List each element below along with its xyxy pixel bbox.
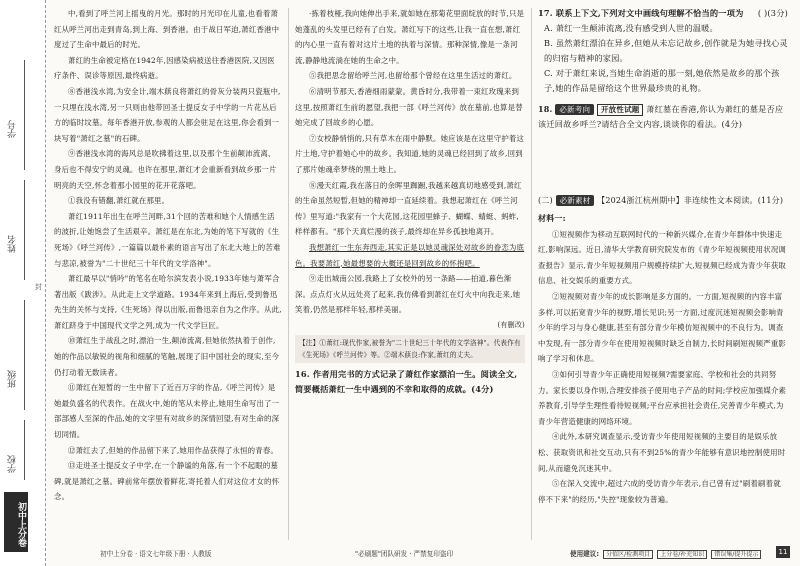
new-material-tag: 必新素材	[556, 195, 595, 206]
footnote-box: 【注】①萧红:现代作家,被誉为"二十世纪三十年代的文学洛神"。代表作有《生死场》《呼兰河传》等。②端木蕻良:作家,萧红的丈夫。	[295, 335, 525, 363]
footer-right	[570, 548, 761, 558]
paragraph: ④此外,本研究调查显示,受访青少年使用短视频的主要目的是娱乐放松、获取资讯和社交互动,只有不到25%的青少年能够有意识地控制使用时间,从而避免沉迷其中。	[538, 432, 786, 473]
student-id-label: 学号	[8, 120, 18, 138]
paragraph: ②短视频对青少年的成长影响是多方面的。一方面,短视频的内容丰富多样,可以拓宽青少年的视野,增长见识;另一方面,过度沉迷短视频会影响青少年的学习与身心健康,甚至有部分青少年模仿短视频中的不良行为。调查中发现,有一部分青少年在使用短视频时缺乏自制力,长时间刷短视频严重影响了学习和休息。	[538, 291, 787, 364]
tip-3: 错误集/提升提示	[711, 550, 761, 559]
open-question-tag: 开放性试题	[597, 104, 644, 116]
material-label: 材料一:	[538, 213, 566, 223]
paragraph: ⑤我把思念留给呼兰河,也留给那个曾经在这里生活过的萧红。	[309, 71, 517, 81]
class-line	[24, 300, 25, 410]
paragraph: ⑧香港浅水湾,为安全计,端木蕻良将萧红的骨灰分装两只瓷瓶中,一只埋在浅水湾,另一只则由他带回圣士提反女子中学的一片花丛后方的临时坟墓。每年香港开放,参观的人都会驻足在这里,你会看到一块写着"萧红之墓"的石碑。	[54, 86, 281, 143]
new-trend-tag: 必新考向	[555, 104, 594, 115]
underlined-sentence: 我想萧红一生东奔西走,其实正是以她灵魂深处对故乡的眷恋为底色。我要萧红,她最想要的大概还是回到故乡的怀抱吧。	[295, 242, 525, 268]
paragraph: 中,看到了呼兰河上摇曳的月光。那时的月光印在儿童,也看着萧红从呼兰河出走到青岛,到上海、到香港。由于战日军迫,萧红香港中度过了生命中最后的时光。	[54, 9, 280, 50]
school-line	[24, 420, 25, 480]
paragraph: ⑤在深入交流中,超过六成的受访青少年表示,自己曾有过"刷着刷着就停不下来"的经历,"失控"现象较为普遍。	[538, 479, 781, 504]
student-id-line	[24, 60, 25, 170]
option-a: A. 萧红一生颠沛流离,没有感受到人世的温暖。	[544, 23, 718, 33]
tip-2: 上分卷/补充知识	[657, 550, 707, 559]
option-c: C. 对于萧红来说,当她生命消逝的那一刻,她依然是故乡的那个孩子,她的作品是留给这个世界最珍贵的礼物。	[544, 68, 780, 93]
paragraph: ①短视频作为移动互联网时代的一种新兴媒介,在青少年群体中快速走红,影响深远。近日,清华大学教育研究院发布的《青少年短视频使用状况调查报告》显示,青少年短视频用户规模持续扩大,短视频已经成为青少年获取信息、社交娱乐的重要方式。	[538, 229, 787, 286]
paragraph: ⑩萧红生于战乱之时,漂泊一生,颠沛流离,但她依然执着于创作,她的作品以敏锐的视角和细腻的笔触,展现了旧中国社会的现实,至今仍打动着无数读者。	[54, 336, 280, 377]
column-divider-1	[288, 8, 289, 540]
paragraph: 萧红的生命被定格在1942年,因感染病被送往香港医院,又因医疗条件、误诊等原因,最终病逝。	[54, 55, 275, 81]
tip-1: 分值区/检测项目	[603, 550, 653, 559]
answer-space	[538, 132, 788, 186]
column-3	[538, 6, 788, 507]
question-18-number: 18.	[538, 104, 553, 114]
paragraph: ·拣着枝桠,我向她伸出手来,就如她在那菊花里面绽放的时节,只是她蓬乱的头发里已经有了白发。萧红写下的这些,让我一直在想,萧红的内心里一直有着对这片土地的执着与深情。那种深情,像是一条河流,静静地流淌在她的生命之中。	[295, 9, 525, 65]
footer-center: "必刷题"团队研发 · 严禁复印盗印	[355, 550, 454, 558]
question-17-score: ( )(3分)	[757, 8, 788, 18]
cut-mark: 封	[35, 283, 42, 291]
paragraph: ⑬走进圣士提反女子中学,在一个静谧的角落,有一个不起眼的墓碑,就是萧红之墓。碑前常年摆放着鲜花,寄托着人们对这位才女的怀念。	[54, 461, 280, 502]
paragraph: ⑪萧红在短暂的一生中留下了近百万字的作品,《呼兰河传》是她最负盛名的代表作。在战火中,她的笔从未停止,她用生命写出了一部部感人至深的作品,她的文字里有对故乡的深情回望,有对生命的深切同情。	[54, 383, 280, 440]
paragraph: ⑨走出城南公园,我路上了女校外的另一条路——拍道,暮色渐深。点点灯火从远处亮了起来,我仿佛看到萧红在灯火中向我走来,她笑着,仍然是那样年轻,那样美丽。	[295, 274, 521, 315]
option-b: B. 虽然萧红漂泊在异乡,但她从未忘记故乡,创作就是为她寻找心灵的归宿与精神的家园。	[544, 38, 788, 63]
paragraph: ⑥清明节那天,香港细雨蒙蒙。黄昏时分,我带着一束红玫瑰来到这里,按照萧红生前的愿望,我把一部《呼兰河传》放在墓前,也算是替她完成了回故乡的心愿。	[295, 86, 523, 128]
column-divider-2	[531, 8, 532, 540]
paragraph: ⑦女校静悄悄的,只有草木在雨中静默。她应该是在这里守护着这片土地,守护着她心中的故乡。我知道,她的灵魂已经回到了故乡,回到了那片她魂牵梦绕的黑土地上。	[295, 133, 525, 174]
question-17	[538, 6, 788, 21]
school-label: 学校	[8, 455, 18, 473]
paragraph: ①我没有错翻,萧红就在那里。	[68, 196, 170, 206]
class-label: 班级	[8, 370, 18, 388]
paragraph: ⑨香港浅水湾的海风总是吹拂着这里,以及那个生前颠沛流离、身后也不得安宁的灵魂。也许在那里,萧红才会重新看到故乡那一片明亮的天空,怀念着那小园里的花开花落吧。	[54, 149, 277, 190]
question-18-text: 萧红墓在香港,你认为萧红的墓是否应该迁回故乡呼兰?请结合全文内容,谈谈你的看法。(4分)	[538, 104, 784, 129]
column-2	[295, 6, 525, 397]
brand-seal: 初中上分卷	[4, 492, 28, 552]
binding-margin	[0, 0, 46, 566]
section-2-header	[538, 194, 788, 207]
footer-left: 初中上分卷 · 语文七年级下册 · 人教版	[100, 550, 212, 558]
paragraph: 萧红最早以"悄吟"的笔名在哈尔滨发表小说,1933年她与萧军合著出版《跋涉》。从此走上文学道路。1934年来到上海后,受到鲁迅先生的关怀与支持,《生死场》得以出版,而鲁迅亲自为之作序。从此,萧红跻身于中国现代文学之列,成为一代文学巨匠。	[54, 274, 282, 330]
question-18	[538, 102, 788, 132]
question-17-text: 17. 联系上下文,下列对文中画线句理解不恰当的一项为	[538, 8, 744, 18]
paragraph: 萧红1911年出生在呼兰河畔,31个回的苦难和她个人情感生活的波折,让她饱尝了生活艰辛。萧红是在东北,为她的笔下写就的《生死场》《呼兰河传》,一篇篇以最朴素的语言写出了东北大地上的苦难与悲凉,被誉为"二十世纪三十年代的文学洛神"。	[54, 211, 281, 268]
paragraph: ③如何引导青少年正确使用短视频?需要家庭、学校和社会的共同努力。家长要以身作则,合理安排孩子使用电子产品的时间;学校应加强媒介素养教育,引导学生理性看待短视频;平台应承担社会责任,完善青少年模式,为青少年营造健康的网络环境。	[538, 369, 787, 426]
paragraph: ⑧漫天红霞,我在落日的余晖里踟蹰,我越来越真切地感受到,萧红的生命虽然短暂,但她的精神却一直延续着。我想起萧红在《呼兰河传》里写道:"我家有一个大花园,这花园里蜂子、蝴蝶、蜻蜓、蚂蚱,样样都有。"那个天真烂漫的孩子,最终却在异乡孤独地离开。	[295, 180, 522, 237]
paragraph: ⑫萧红去了,但她的作品留下来了,她用作品获得了永恒的青春。	[68, 445, 279, 455]
column-1	[54, 6, 282, 505]
page-number: 11	[776, 546, 790, 558]
question-16: 16. 作者用完书的方式记录了萧红作家漂泊一生。阅读全文,简要概括萧红一生中遇到的不幸和取得的成就。(4分)	[295, 369, 518, 395]
name-label: 姓名	[8, 235, 18, 253]
name-line	[24, 180, 25, 280]
usage-label: 使用建议:	[570, 550, 600, 558]
section-2-number: (二)	[538, 196, 553, 205]
source-note: (有删改)	[497, 320, 525, 329]
section-2-title: 【2024浙江杭州期中】非连续性文本阅读。(11分)	[597, 196, 784, 205]
